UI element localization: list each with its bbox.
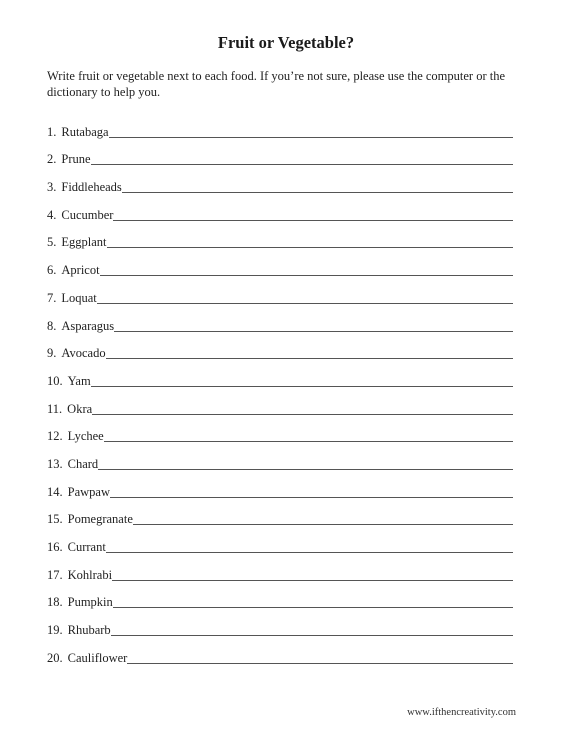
answer-blank-line[interactable]	[104, 441, 513, 442]
item-number: 9.	[47, 346, 57, 361]
worksheet-instructions: Write fruit or vegetable next to each food. If you’re not sure, please use the computer or the dictionary to help you.	[47, 69, 506, 99]
answer-blank-line[interactable]	[92, 414, 513, 415]
item-number: 5.	[47, 235, 57, 250]
answer-blank-line[interactable]	[91, 386, 513, 387]
list-item	[47, 638, 517, 666]
list-item	[47, 472, 517, 500]
list-item	[47, 527, 517, 555]
answer-blank-line[interactable]	[112, 580, 513, 581]
item-number: 6.	[47, 263, 57, 278]
list-item	[47, 112, 517, 140]
food-name: Cauliflower	[67, 650, 128, 665]
list-item	[47, 195, 517, 223]
item-number: 1.	[47, 124, 57, 139]
item-number: 16.	[47, 540, 63, 554]
food-name: Pomegranate	[67, 512, 133, 527]
food-name: Okra	[67, 401, 93, 416]
food-name: Asparagus	[61, 318, 115, 333]
list-item	[47, 223, 517, 251]
food-name: Rhubarb	[67, 623, 111, 638]
answer-blank-line[interactable]	[110, 497, 513, 498]
food-name: Loquat	[61, 290, 97, 305]
food-name: Yam	[67, 373, 91, 388]
answer-blank-line[interactable]	[113, 220, 513, 221]
answer-blank-line[interactable]	[106, 552, 513, 553]
item-number: 7.	[47, 290, 57, 305]
list-item	[47, 361, 517, 389]
item-number: 3.	[47, 180, 57, 195]
answer-blank-line[interactable]	[113, 607, 513, 608]
list-item	[47, 444, 517, 472]
answer-blank-line[interactable]	[98, 469, 513, 470]
answer-blank-line[interactable]	[97, 303, 513, 304]
list-item	[47, 500, 517, 528]
list-item	[47, 167, 517, 195]
food-name: Pawpaw	[67, 484, 110, 499]
item-number: 19.	[47, 623, 63, 638]
item-number: 18.	[47, 595, 63, 610]
answer-blank-line[interactable]	[127, 663, 513, 664]
food-name: Currant	[67, 540, 106, 554]
food-name: Chard	[67, 456, 99, 471]
list-item	[47, 417, 517, 445]
food-name: Apricot	[61, 263, 100, 278]
list-item	[47, 389, 517, 417]
item-number: 2.	[47, 152, 57, 167]
food-name: Fiddleheads	[61, 180, 122, 195]
item-number: 8.	[47, 318, 57, 333]
food-name: Pumpkin	[67, 595, 113, 610]
answer-blank-line[interactable]	[107, 247, 513, 248]
answer-blank-line[interactable]	[111, 635, 513, 636]
answer-blank-line[interactable]	[100, 275, 513, 276]
item-number: 17.	[47, 567, 63, 582]
list-item	[47, 306, 517, 334]
food-name: Cucumber	[61, 207, 114, 222]
item-number: 20.	[47, 650, 63, 665]
food-name: Lychee	[67, 429, 104, 444]
item-number: 15.	[47, 512, 63, 527]
item-number: 13.	[47, 456, 63, 471]
answer-blank-line[interactable]	[114, 331, 513, 332]
item-number: 14.	[47, 484, 63, 499]
list-item	[47, 140, 517, 168]
answer-blank-line[interactable]	[106, 358, 513, 359]
list-item	[47, 555, 517, 583]
answer-blank-line[interactable]	[109, 137, 513, 138]
list-item	[47, 583, 517, 611]
list-item	[47, 250, 517, 278]
answer-blank-line[interactable]	[122, 192, 513, 193]
answer-blank-line[interactable]	[133, 524, 513, 525]
list-item	[47, 334, 517, 362]
food-list	[47, 112, 517, 666]
food-name: Avocado	[61, 346, 106, 361]
food-name: Kohlrabi	[67, 567, 113, 582]
worksheet-title: Fruit or Vegetable?	[217, 33, 355, 52]
answer-blank-line[interactable]	[91, 164, 513, 165]
food-name: Rutabaga	[61, 124, 109, 139]
footer-website: www.ifthencreativity.com	[407, 707, 516, 718]
item-number: 10.	[47, 373, 63, 388]
item-number: 4.	[47, 207, 57, 222]
list-item	[47, 610, 517, 638]
food-name: Eggplant	[61, 235, 107, 250]
item-number: 12.	[47, 429, 63, 444]
item-number: 11.	[47, 401, 63, 416]
food-name: Prune	[61, 152, 91, 167]
list-item	[47, 278, 517, 306]
